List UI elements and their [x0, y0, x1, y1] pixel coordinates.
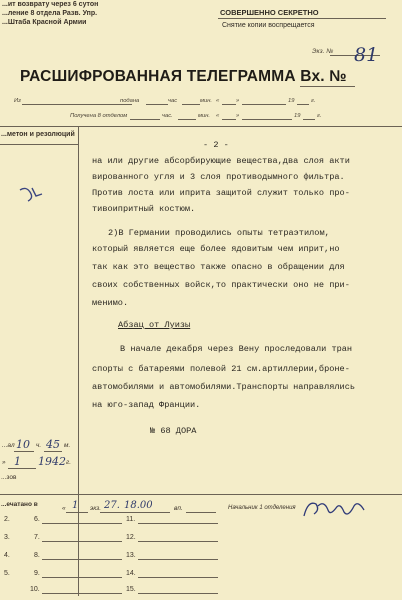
body-line: менимо. [92, 298, 129, 308]
department-line: ...ление 8 отдела Разв. Упр. [2, 10, 98, 17]
time-hour: 10 [16, 438, 30, 451]
chief-label: Начальник 1 отделения [228, 505, 296, 511]
secret-underline [218, 18, 386, 19]
margin-column-rule [78, 126, 79, 596]
dist-item: 2. [4, 516, 10, 523]
dist-item: 8. [34, 552, 40, 559]
printed-time: 18.00 [124, 500, 153, 511]
margin-label: ...метон и резолюций [1, 131, 75, 138]
quote-open-3: » [2, 459, 6, 466]
dist-line [138, 541, 218, 542]
day-line [222, 104, 236, 105]
dist-item: 11. [126, 516, 136, 523]
body-line: Против лоста или иприта защитой служит только про- [92, 188, 350, 198]
dist-line [42, 593, 122, 594]
body-line: который является еще более ядовитым чем иприт,но [92, 244, 340, 254]
body-line: тивоипритный костюм. [92, 204, 196, 214]
dist-item: 9. [34, 570, 40, 577]
received-min-label: мин. [198, 113, 210, 119]
month-line [242, 104, 286, 105]
body-line: В начале декабря через Вену проследовали тран [120, 344, 353, 354]
body-line: на или другие абсорбирующие вещества,два слоя акти [92, 156, 350, 166]
secret-stamp: СОВЕРШЕННО СЕКРЕТНО [220, 8, 319, 17]
dist-item: 5. [4, 570, 10, 577]
dist-item: 4. [4, 552, 10, 559]
quote-close: » [236, 98, 240, 104]
page-number: - 2 - [203, 140, 229, 150]
received-min-line [178, 119, 196, 120]
dist-item: 15. [126, 586, 136, 593]
date-year-suffix: г. [66, 459, 72, 466]
quote-open-2: « [216, 113, 220, 119]
dist-line [138, 577, 218, 578]
printed-copies: 1 [72, 500, 79, 511]
from-line [22, 104, 132, 105]
printed-date-line [100, 512, 170, 513]
printed-date: 27. [104, 500, 120, 511]
dist-item: 14. [126, 570, 136, 577]
margin-scribble-icon [16, 184, 46, 206]
telegram-title: РАСШИФРОВАННАЯ ТЕЛЕГРАММА Вх. № [20, 68, 347, 85]
printed-ekz: экз. [90, 505, 102, 512]
dist-item: 6. [34, 516, 40, 523]
submitted-hour-label: час [168, 98, 178, 104]
dist-item: 12. [126, 534, 136, 541]
year-suffix: г. [311, 98, 316, 104]
time-minute-suffix: м. [64, 442, 71, 449]
staff-line: ...Штаба Красной Армии [2, 19, 87, 26]
dist-item: 13. [126, 552, 136, 559]
printed-vp-line [186, 512, 216, 513]
section-heading: Абзац от Луизы [118, 320, 191, 330]
incoming-number-line [300, 86, 355, 87]
time-minute-line [44, 451, 62, 452]
body-line: автомобилями и автомобилями.Транспорты направлялись [92, 382, 356, 392]
received-hour-line [130, 119, 160, 120]
printed-top-rule [0, 494, 402, 495]
signature-code: № 68 ДОРА [150, 426, 197, 436]
body-line: своих собственных войск,то практически оно не при- [92, 280, 350, 290]
date-day: 1 [14, 455, 21, 468]
body-line: так как это вещество также опасно в обращении для [92, 262, 345, 272]
time-hour-line [14, 451, 34, 452]
year-label: 19 [288, 98, 295, 104]
dist-line [42, 541, 122, 542]
date-day-line [8, 468, 36, 469]
dist-line [42, 577, 122, 578]
copy-number-value: 81 [354, 44, 379, 66]
printed-label: ...ечатано в [1, 501, 38, 508]
date-year: 1942 [38, 455, 66, 468]
copy-number-label: Экз. № [312, 48, 334, 55]
table-top-rule [0, 126, 402, 127]
printed-vp: вп. [174, 505, 183, 512]
time-label: ...ал [2, 442, 15, 449]
day-line-2 [222, 119, 236, 120]
submitted-hour-line [146, 104, 168, 105]
time-minute: 45 [46, 438, 60, 451]
dist-line [138, 559, 218, 560]
month-line-2 [242, 119, 292, 120]
body-line: спорты с батареями полевой 21 см.артиллерии,броне- [92, 364, 350, 374]
dist-item: 3. [4, 534, 10, 541]
printed-copies-line [66, 512, 88, 513]
dist-item: 7. [34, 534, 40, 541]
dist-line [42, 559, 122, 560]
return-notice: ...ит возврату через 6 сутон [2, 1, 99, 8]
submitted-label: подана [120, 98, 140, 104]
year-suffix-2: г. [317, 113, 322, 119]
time-hour-suffix: ч. [36, 442, 42, 449]
body-line: 2)В Германии проводились опыты тетраэтилом, [108, 228, 330, 238]
received-label: Получена 8 отделом [70, 113, 128, 119]
margin-header-rule [0, 144, 78, 145]
dist-item: 10. [30, 586, 40, 593]
body-line: вированного угля и 3 слоя противодымного фильтра. [92, 172, 345, 182]
submitted-min-label: мин. [200, 98, 212, 104]
signed-by: ...зов [1, 474, 17, 481]
dist-line [42, 523, 122, 524]
year-label-2: 19 [294, 113, 301, 119]
submitted-min-line [182, 104, 200, 105]
quote-open-4: « [62, 505, 66, 512]
year-line-2 [303, 119, 315, 120]
body-line: на юго-запад Франции. [92, 400, 201, 410]
dist-line [138, 593, 218, 594]
quote-close-2: » [236, 113, 240, 119]
received-hour-label: час. [162, 113, 173, 119]
quote-open: « [216, 98, 220, 104]
year-line [297, 104, 309, 105]
from-label: Из [14, 98, 21, 104]
no-copy-notice: Снятие копии воспрещается [222, 22, 315, 29]
dist-line [138, 523, 218, 524]
chief-signature-icon [300, 496, 370, 526]
